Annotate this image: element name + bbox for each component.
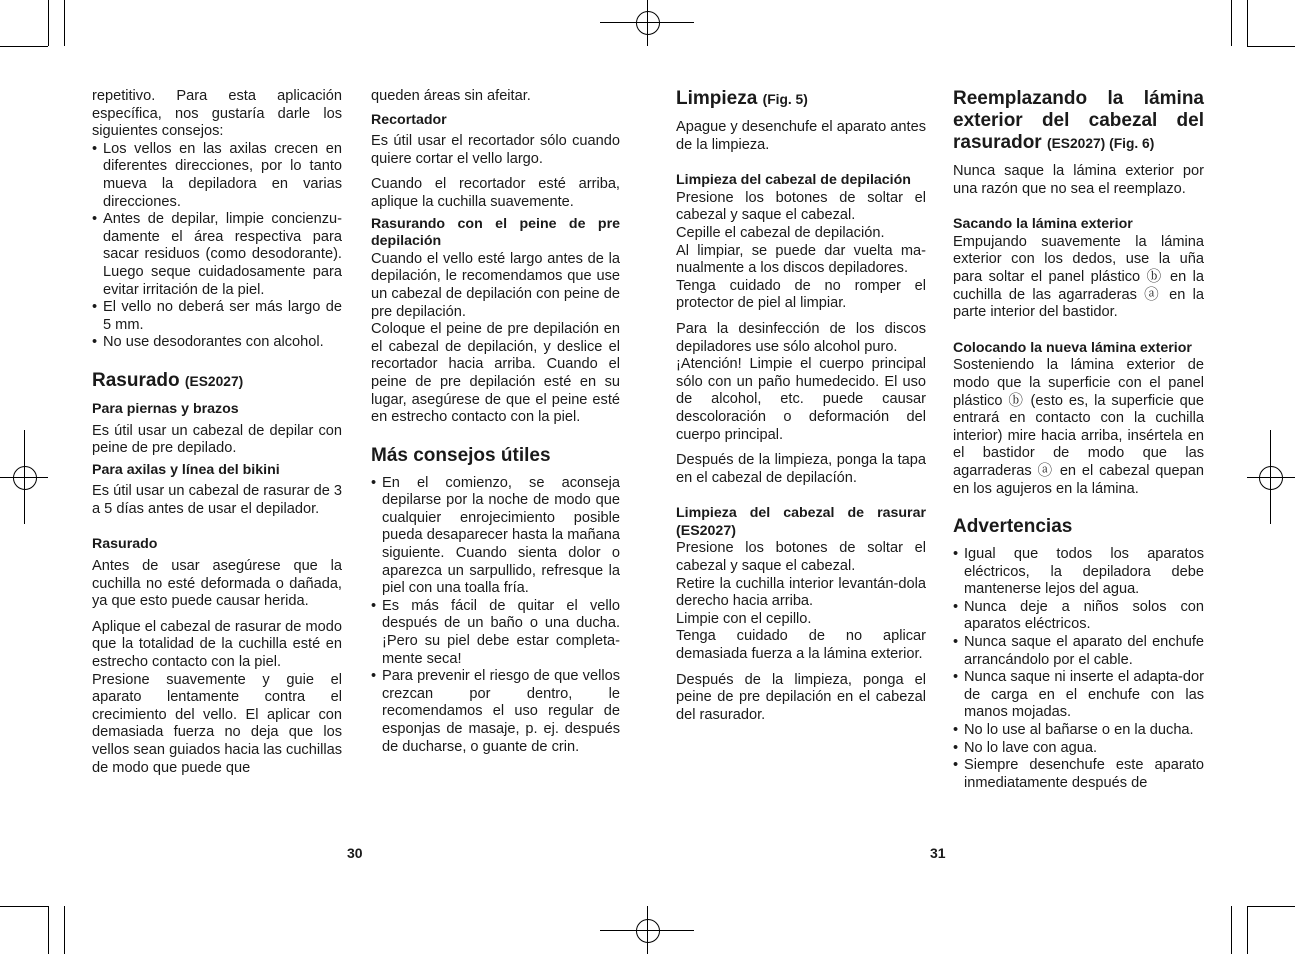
paragraph: Antes de usar asegúrese que la cuchilla no esté deformada o dañada, ya que esto puede causar herida. — [92, 558, 342, 610]
subheading: Para piernas y brazos — [92, 400, 239, 417]
subheading: Para axilas y línea del bikini — [92, 461, 280, 478]
subheading: Limpieza del cabezal de rasurar (ES2027) — [676, 505, 926, 539]
paragraph: Tenga cuidado de no romper el protector de piel al limpiar. — [676, 277, 926, 312]
paragraph: queden áreas sin afeitar. — [371, 88, 531, 104]
section-heading-rasurado: Rasurado (ES2027) — [92, 369, 244, 391]
column-3 — [676, 88, 926, 724]
paragraph: Retire la cuchilla interior levantán-dola derecho hacia arriba. — [676, 575, 926, 610]
subheading: Recortador — [371, 111, 447, 128]
paragraph: Cuando el recortador esté arriba, aplique la cuchilla suavemente. — [371, 176, 620, 210]
paragraph: Al limpiar, se puede dar vuelta ma-nualmente a los discos depiladores. — [676, 242, 926, 277]
list-item: • Nunca saque ni inserte el adapta-dor de carga en el enchufe con las manos mojadas. — [953, 669, 1204, 722]
paragraph: Después de la limpieza, ponga la tapa en el cabezal de depilacíón. — [676, 452, 926, 486]
paragraph: repetitivo. Para esta aplicación específica, nos gustaría darle los siguientes consejos: — [92, 88, 342, 140]
paragraph: Aplique el cabezal de rasurar de modo que la totalidad de la cuchilla esté en estrecho contacto con la piel. — [92, 618, 342, 671]
paragraph: Es útil usar un cabezal de depilar con peine de pre depilado. — [92, 422, 342, 457]
section-heading-reemplazo: Reemplazando la lámina exterior del cabezal del rasurador (ES2027) (Fig. 6) — [953, 88, 1204, 153]
list-item: • Siempre desenchufe este aparato inmediatamente después de — [953, 757, 1204, 792]
subheading: Sacando la lámina exterior — [953, 216, 1133, 233]
paragraph: Sosteniendo la lámina exterior de modo que la superficie con el panel plástico ⓑ (esto es, la superficie que entrará en contacto con la cuchilla interior) mire hacia arriba, insértela en el bastidor de modo que las agarraderas ⓐ en el cabezal quepan en los agujeros en la lámina. — [953, 357, 1204, 497]
paragraph: Presione los botones de soltar el cabezal y saque el cabezal. — [676, 189, 926, 224]
page-number-right: 31 — [930, 845, 946, 861]
paragraph: Cepille el cabezal de depilación. — [676, 224, 885, 241]
paragraph: Presione suavemente y guie el aparato lentamente contra el crecimiento del vello. El aplicar con demasiada fuerza no deja que los vellos sean guiados hacia las cuchillas de modo que puede que — [92, 671, 342, 776]
section-heading-advertencias: Advertencias — [953, 516, 1073, 538]
consejos-list — [371, 475, 620, 757]
paragraph: Apague y desenchufe el aparato antes de la limpieza. — [676, 119, 926, 153]
subheading: Rasurando con el peine de pre depilación — [371, 215, 620, 250]
paragraph: Tenga cuidado de no aplicar demasiada fuerza a la lámina exterior. — [676, 628, 926, 663]
list-item: • No lo lave con agua. — [953, 740, 1204, 758]
page-number-left: 30 — [347, 845, 363, 861]
list-item: • El vello no deberá ser más largo de 5 mm. — [92, 299, 342, 334]
list-item: • No use desodorantes con alcohol. — [92, 334, 342, 352]
column-1 — [92, 88, 342, 777]
paragraph: Después de la limpieza, ponga el peine de pre depilación en el cabezal del rasurador. — [676, 671, 926, 723]
paragraph: Presione los botones de soltar el cabezal y saque el cabezal. — [676, 540, 926, 575]
paragraph: Cuando el vello esté largo antes de la depilación, le recomendamos que use un cabezal de depilación con peine de pre depilación. — [371, 250, 620, 320]
list-item: • Para prevenir el riesgo de que vellos crezcan por dentro, le recomendamos el uso regular de esponjas de masaje, p. ej. después de ducharse, o guante de crin. — [371, 668, 620, 756]
list-item: • Los vellos en las axilas crecen en diferentes direcciones, por lo tanto mueva la depiladora en varias direcciones. — [92, 141, 342, 211]
list-item: • Nunca deje a niños solos con aparatos eléctricos. — [953, 599, 1204, 634]
tips-list — [92, 141, 342, 352]
paragraph: Empujando suavemente la lámina exterior con los dedos, use la uña para soltar el panel plástico ⓑ en la cuchilla de las agarraderas ⓐ en la parte interior del bastidor. — [953, 233, 1204, 321]
list-item: • Nunca saque el aparato del enchufe arrancándolo por el cable. — [953, 634, 1204, 669]
column-4 — [953, 88, 1204, 792]
paragraph: Coloque el peine de pre depilación en el cabezal de depilación, y deslice el recortador hacia arriba. Cuando el peine de pre depilación esté en su lugar, asegúrese de que el peine esté en estrecho contacto con la piel. — [371, 321, 620, 426]
paragraph: Es útil usar el recortador sólo cuando quiere cortar el vello largo. — [371, 133, 620, 167]
section-heading-limpieza: Limpieza (Fig. 5) — [676, 88, 808, 109]
subheading: Limpieza del cabezal de depilación — [676, 172, 911, 189]
subheading: Colocando la nueva lámina exterior — [953, 339, 1192, 356]
list-item: • Antes de depilar, limpie concienzu-damente el área respectiva para sacar residuos (como desodorante). Luego seque cuidadosamente para evitar irritación de la piel. — [92, 211, 342, 299]
list-item: • Igual que todos los aparatos eléctricos, la depiladora debe mantenerse lejos del agua. — [953, 546, 1204, 599]
subheading: Rasurado — [92, 536, 158, 553]
list-item: • En el comienzo, se aconseja depilarse por la noche de modo que cualquier enrojecimiento posible pueda desaparecer hasta la mañana siguiente. Cuando sienta dolor o aparezca un sarpullido, refresque la piel con una toalla fría. — [371, 475, 620, 598]
paragraph: Limpie con el cepillo. — [676, 610, 812, 627]
paragraph: Para la desinfección de los discos depiladores use sólo alcohol puro. — [676, 320, 926, 355]
paragraph: Nunca saque la lámina exterior por una razón que no sea el reemplazo. — [953, 163, 1204, 197]
list-item: • No lo use al bañarse o en la ducha. — [953, 722, 1204, 740]
column-2 — [371, 88, 620, 756]
section-heading-consejos: Más consejos útiles — [371, 444, 551, 466]
list-item: • Es más fácil de quitar el vello después de un baño o una ducha. ¡Pero su piel debe estar completa-mente seca! — [371, 598, 620, 668]
paragraph: Es útil usar un cabezal de rasurar de 3 a 5 días antes de usar el depilador. — [92, 483, 342, 517]
paragraph: ¡Atención! Limpie el cuerpo principal sólo con un paño humedecido. El uso de alcohol, etc. puede causar descoloración o deformación del cuerpo principal. — [676, 356, 926, 443]
advertencias-list — [953, 546, 1204, 792]
